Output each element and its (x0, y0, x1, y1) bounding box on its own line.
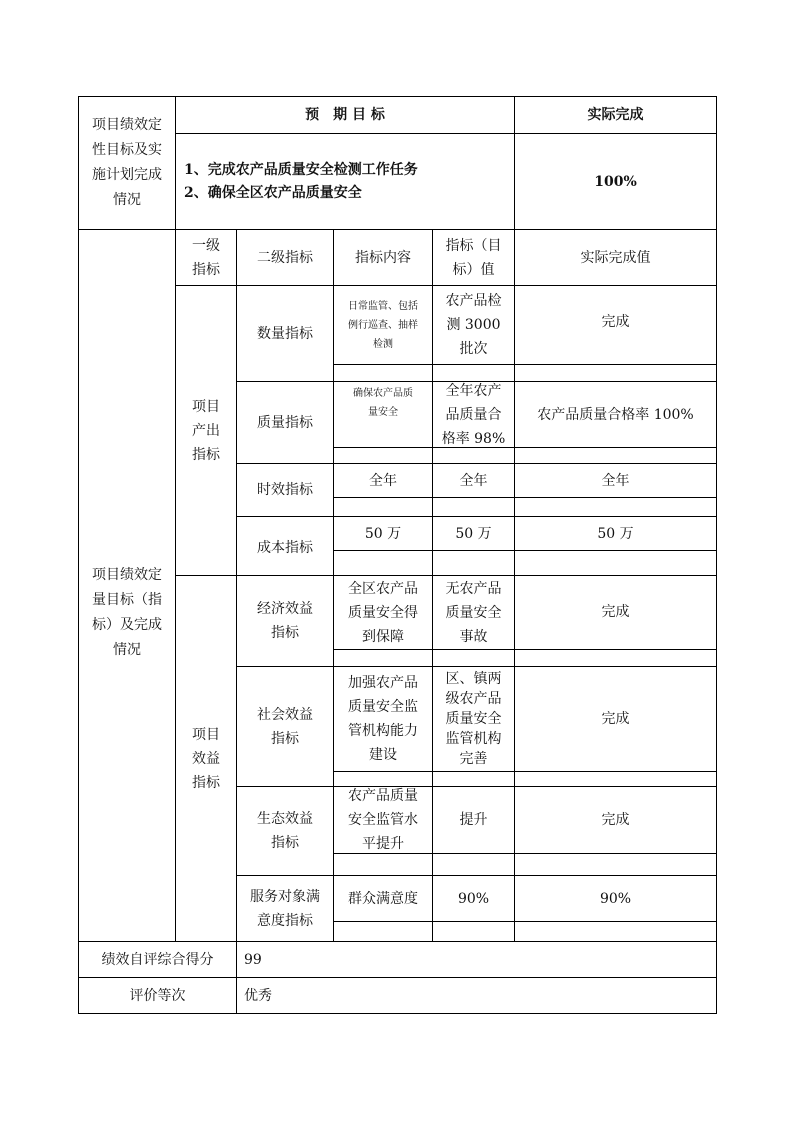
cost-indicator-content: 50 万 (364, 525, 402, 542)
timeliness-indicator-content: 全年 (369, 472, 397, 489)
ecological-indicator-name: 生态效益 指标 (257, 811, 313, 851)
actual-completion-value: 100% (594, 173, 637, 190)
grade-label: 评价等次 (129, 987, 186, 1004)
satisfaction-indicator-content: 群众满意度 (348, 891, 418, 907)
section1-label: 项目绩效定 性目标及实 施计划完成 情况 (92, 117, 162, 208)
score-value: 99 (244, 951, 262, 968)
quantity-indicator-actual: 完成 (601, 314, 630, 330)
quantity-indicator-name: 数量指标 (257, 325, 313, 342)
section2-label: 项目绩效定 量目标（指 标）及完成 情况 (92, 567, 162, 658)
quality-indicator-target: 全年农产 品质量合 格率 98% (441, 382, 506, 447)
ecological-indicator-target: 提升 (459, 812, 488, 828)
social-indicator-content: 加强农产品 质量安全监 管机构能力 建设 (348, 675, 418, 763)
quantity-indicator-content: 日常监管、包括 例行巡查、抽样 检测 (348, 300, 418, 350)
satisfaction-indicator-actual: 90% (599, 891, 632, 907)
group-output-label: 项目 产出 指标 (192, 398, 220, 463)
cost-indicator-name: 成本指标 (257, 540, 313, 556)
economic-indicator-content: 全区农产品 质量安全得 到保障 (348, 580, 418, 645)
header-level2: 二级指标 (257, 249, 313, 266)
header-actual: 实际完成值 (580, 249, 651, 266)
satisfaction-indicator-target: 90% (457, 891, 490, 907)
quality-indicator-content: 确保农产品质 量安全 (353, 388, 413, 418)
social-indicator-actual: 完成 (601, 711, 630, 727)
social-indicator-name: 社会效益 指标 (257, 706, 313, 747)
expected-goal-header: 预 期 目 标 (305, 107, 385, 123)
score-label: 绩效自评综合得分 (101, 951, 214, 968)
quality-indicator-actual: 农产品质量合格率 100% (537, 407, 694, 423)
group-benefit-label: 项目 效益 指标 (192, 726, 220, 791)
ecological-indicator-content: 农产品质量 安全监管水 平提升 (348, 788, 418, 852)
header-level1: 一级 指标 (192, 237, 220, 278)
header-target: 指标（目 标）值 (445, 237, 502, 278)
cost-indicator-target: 50 万 (455, 525, 492, 542)
quality-indicator-name: 质量指标 (257, 414, 313, 431)
quantity-indicator-target: 农产品检 测 3000 批次 (445, 293, 502, 357)
social-indicator-target: 区、镇两 级农产品 质量安全 监管机构 完善 (445, 671, 502, 767)
ecological-indicator-actual: 完成 (601, 812, 630, 828)
timeliness-indicator-actual: 全年 (601, 472, 630, 489)
economic-indicator-name: 经济效益 指标 (257, 601, 313, 641)
timeliness-indicator-target: 全年 (459, 472, 488, 489)
grade-value: 优秀 (244, 987, 272, 1004)
expected-goals-text: 1、完成农产品质量安全检测工作任务 2、确保全区农产品质量安全 (184, 161, 418, 201)
actual-completion-header: 实际完成 (587, 107, 644, 123)
cost-indicator-actual: 50 万 (597, 525, 634, 542)
economic-indicator-target: 无农产品 质量安全 事故 (445, 580, 502, 645)
timeliness-indicator-name: 时效指标 (257, 482, 313, 498)
header-content: 指标内容 (355, 249, 411, 266)
satisfaction-indicator-name: 服务对象满 意度指标 (250, 888, 320, 929)
economic-indicator-actual: 完成 (601, 604, 630, 620)
